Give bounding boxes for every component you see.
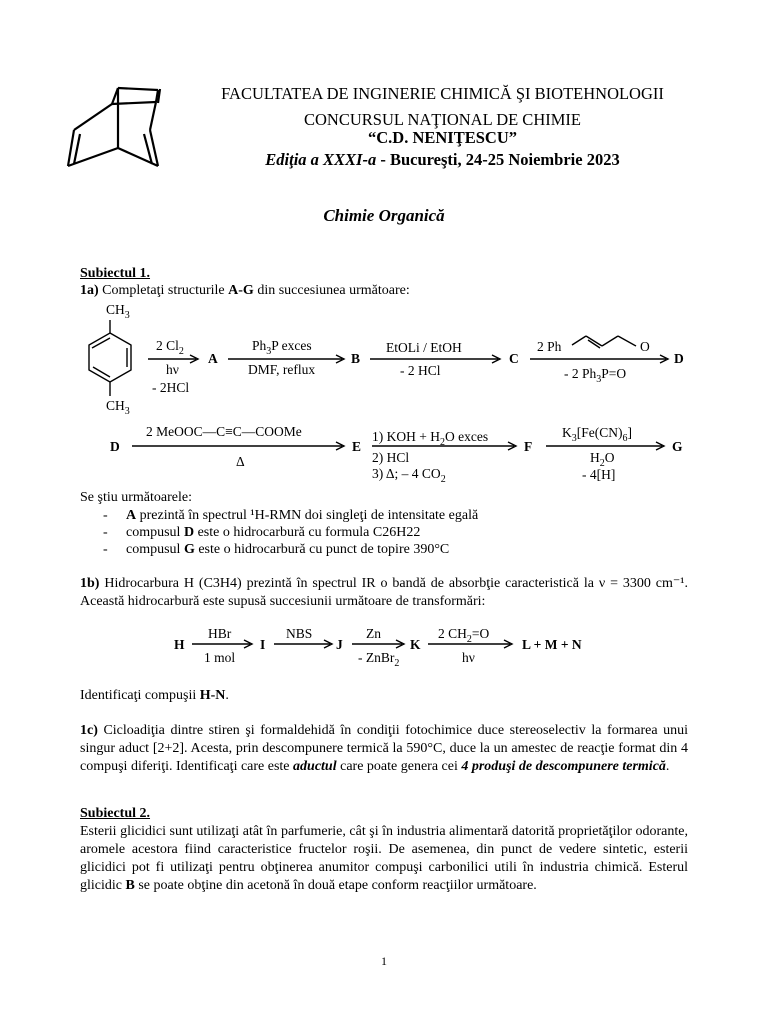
svg-text:2 CH2=O: 2 $CH_2=O$ bbox=[438, 626, 490, 645]
svg-text:- ZnBr2: - ZnBr$_2$ bbox=[358, 650, 400, 669]
svg-text:H: H bbox=[174, 637, 185, 652]
svg-text:3) Δ; – 4 CO2: 3) Δ; – 4 $CO_2$ bbox=[372, 466, 446, 485]
svg-text:K: K bbox=[410, 637, 421, 652]
svg-text:- 2HCl: - 2HCl bbox=[152, 380, 190, 395]
svg-text:2 Ph: 2 Ph bbox=[537, 339, 562, 354]
s2-text: Esterii glicidici sunt utilizaţi atât în parfumerie, cât şi în industria alimentară datorită proprietăţilor odorante, aromele acestora fiind caracteristice fructelor roşii. De asemenea, din punct de vedere sintetic, esterii glicidici pot fi utilizaţi pentru obţinerea anumitor compuşi carbonilici utili în industria chimică. Esterul glicidic B se poate obţine din acetonă în două etape conform reacţiilor următoare. bbox=[80, 824, 688, 893]
svg-text:G: G bbox=[672, 439, 683, 454]
known-intro: Se ştiu următoarele: bbox=[80, 490, 192, 505]
header-name: “C.D. NENIŢESCU” bbox=[368, 128, 517, 147]
svg-text:K3[Fe(CN)6]: $K_3[Fe(CN)_6]$ bbox=[562, 425, 632, 444]
q1a-text: 1a) Completaţi structurile A-G din succesiunea următoare: bbox=[80, 283, 410, 298]
known-item: - A prezintă în spectrul ¹H-RMN doi singleţi de intensitate egală bbox=[103, 507, 703, 524]
svg-text:2 MeOOC—C≡C—COOMe: 2 MeOOC—C≡C—COOMe bbox=[146, 424, 302, 439]
svg-text:hν: hν bbox=[462, 650, 475, 665]
q1b-identify: Identificaţi compuşii H-N. bbox=[80, 688, 229, 703]
known-item: - compusul D este o hidrocarbură cu formula C26H22 bbox=[103, 524, 703, 541]
reaction-scheme-1 bbox=[70, 298, 710, 418]
svg-text:2) HCl: 2) HCl bbox=[372, 450, 410, 465]
svg-text:1 mol: 1 mol bbox=[204, 650, 236, 665]
svg-text:HBr: HBr bbox=[208, 626, 232, 641]
svg-text:H2O: $H_2O$ bbox=[590, 450, 615, 469]
svg-text:Δ: Δ bbox=[236, 454, 245, 469]
page-title: Chimie Organică bbox=[323, 206, 445, 225]
page-number: 1 bbox=[381, 954, 387, 968]
barrelene-logo bbox=[60, 80, 180, 180]
svg-text:CH3: $CH_3$ bbox=[106, 398, 130, 417]
svg-text:B: B bbox=[351, 351, 361, 366]
q1c-text: 1c) Cicloadiţia dintre stiren şi formaldehidă în condiţii fotochimice duce stereoselectiv la formarea unui singur aduct [2+2]. Acesta, prin descompunere termică la 590°C, duce la un amestec de reacţie format din 4 compuşi diferiţi. Identificaţi care este aductul care poate genera cei 4 produşi de descompunere termică. bbox=[80, 723, 688, 774]
svg-text:E: E bbox=[352, 439, 362, 454]
subject-1-heading: Subiectul 1. bbox=[80, 266, 151, 281]
known-item: - compusul G este o hidrocarbură cu punct de topire 390°C bbox=[103, 541, 703, 558]
svg-text:Zn: Zn bbox=[366, 626, 381, 641]
reaction-scheme-2 bbox=[110, 420, 710, 490]
svg-text:2 Cl2: 2 $Cl_2$ bbox=[156, 338, 184, 357]
svg-text:F: F bbox=[524, 439, 533, 454]
svg-text:D: D bbox=[674, 351, 684, 366]
known-list bbox=[103, 507, 703, 558]
svg-text:J: J bbox=[336, 637, 343, 652]
svg-text:D: D bbox=[110, 439, 120, 454]
svg-text:DMF, reflux: DMF, reflux bbox=[248, 362, 316, 377]
svg-text:hν: hν bbox=[166, 362, 179, 377]
svg-text:L + M + N: L + M + N bbox=[522, 637, 582, 652]
svg-text:EtOLi / EtOH: EtOLi / EtOH bbox=[386, 340, 462, 355]
header-contest: CONCURSUL NAŢIONAL DE CHIMIE bbox=[304, 110, 581, 129]
svg-text:- 2 HCl: - 2 HCl bbox=[400, 363, 441, 378]
header-edition: Ediţia a XXXI-a - Bucureşti, 24-25 Noiembrie 2023 bbox=[265, 150, 620, 169]
svg-text:- 4[H]: - 4[H] bbox=[582, 467, 616, 482]
svg-text:NBS: NBS bbox=[286, 626, 313, 641]
svg-text:C: C bbox=[509, 351, 519, 366]
header-faculty: FACULTATEA DE INGINERIE CHIMICĂ ŞI BIOTEHNOLOGII bbox=[221, 84, 664, 103]
svg-text:- 2 Ph3P=O: - 2 $Ph_3P=O$ bbox=[564, 366, 627, 385]
svg-text:1) KOH + H2O exces: 1) KOH + $H_2O$ exces bbox=[372, 429, 489, 448]
subject-2-heading: Subiectul 2. bbox=[80, 806, 151, 821]
svg-text:Ph3P exces: $Ph_3P$ exces bbox=[252, 338, 312, 357]
reaction-scheme-3 bbox=[170, 622, 610, 672]
svg-text:O: O bbox=[640, 339, 650, 354]
svg-text:I: I bbox=[260, 637, 266, 652]
svg-text:A: A bbox=[208, 351, 218, 366]
svg-text:CH3: $CH_3$ bbox=[106, 302, 130, 321]
q1b-text: 1b) Hidrocarbura H (C3H4) prezintă în spectrul IR o bandă de absorbţie caracteristică la ν = 3300 cm⁻¹. Această hidrocarbură este supusă succesiunii următoare de transformări: bbox=[80, 576, 688, 609]
